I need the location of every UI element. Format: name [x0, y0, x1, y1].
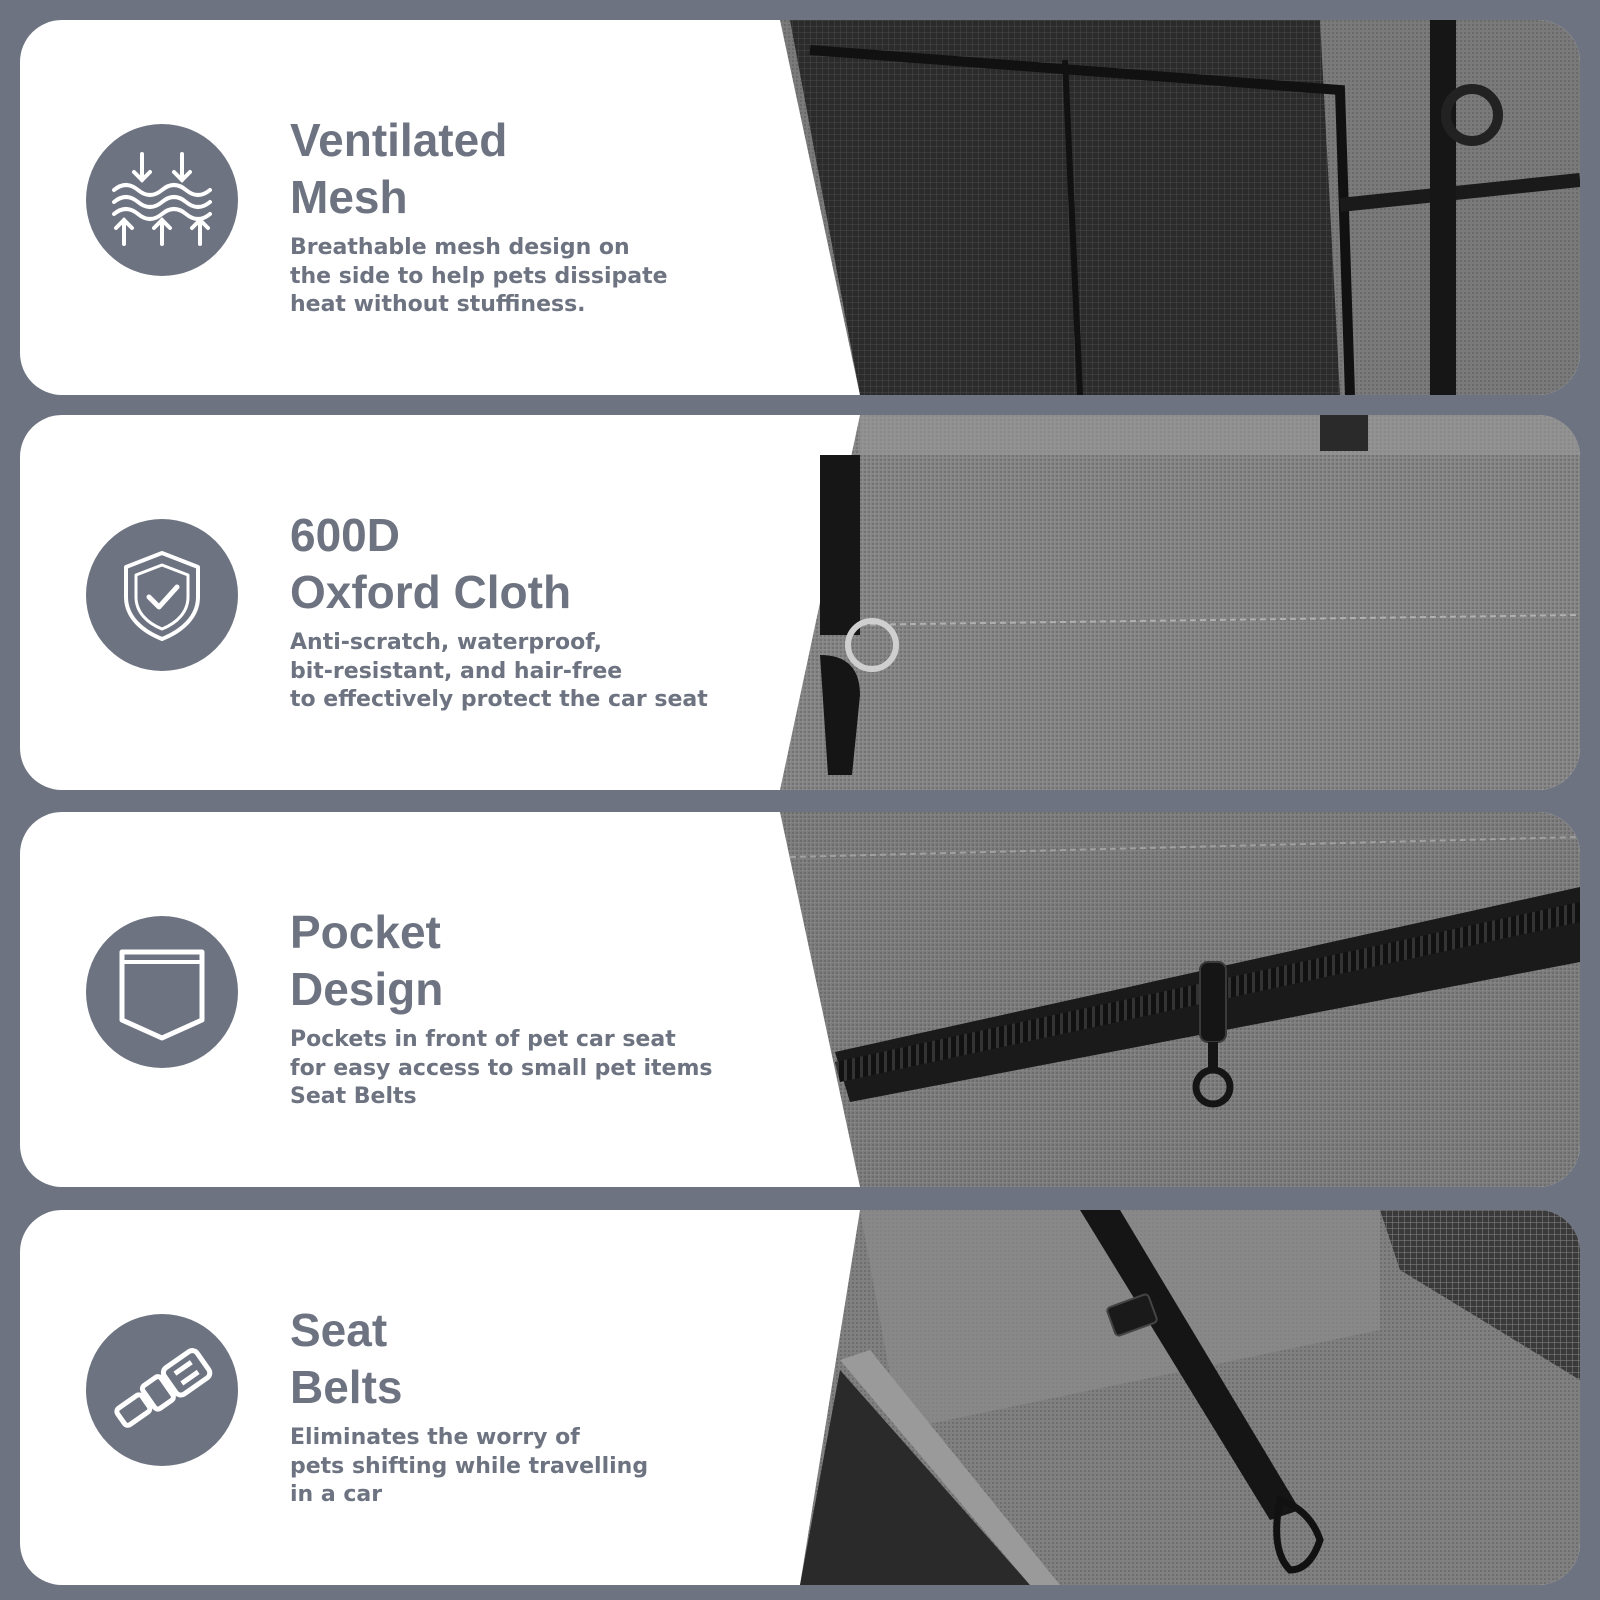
feature-title: Seat Belts — [290, 1304, 403, 1413]
feature-text — [290, 1302, 790, 1510]
shield-check-icon — [86, 519, 238, 671]
ventilation-arrows-icon — [86, 124, 238, 276]
feature-description: Anti-scratch, waterproof, bit-resistant, and hair-free to effectively protect the car seat — [290, 630, 708, 712]
pocket-icon — [86, 916, 238, 1068]
feature-title: Ventilated Mesh — [290, 114, 508, 223]
feature-panel-seat-belts — [20, 1210, 1580, 1585]
zipper-pocket-photo — [780, 812, 1580, 1187]
oxford-cloth-photo — [780, 415, 1580, 790]
seat-belt-photo — [780, 1210, 1580, 1585]
feature-text — [290, 507, 790, 715]
feature-panel-ventilated-mesh — [20, 20, 1580, 395]
feature-text — [290, 904, 790, 1112]
feature-title: Pocket Design — [290, 906, 444, 1015]
seat-belt-buckle-icon — [86, 1314, 238, 1466]
mesh-side-photo — [780, 20, 1580, 395]
feature-title: 600D Oxford Cloth — [290, 509, 572, 618]
feature-panel-oxford-cloth — [20, 415, 1580, 790]
feature-description: Breathable mesh design on the side to help pets dissipate heat without stuffiness. — [290, 235, 668, 317]
feature-description: Pockets in front of pet car seat for easy access to small pet items Seat Belts — [290, 1027, 713, 1109]
feature-description: Eliminates the worry of pets shifting while travelling in a car — [290, 1425, 649, 1507]
feature-panel-pocket-design — [20, 812, 1580, 1187]
feature-text — [290, 112, 790, 320]
